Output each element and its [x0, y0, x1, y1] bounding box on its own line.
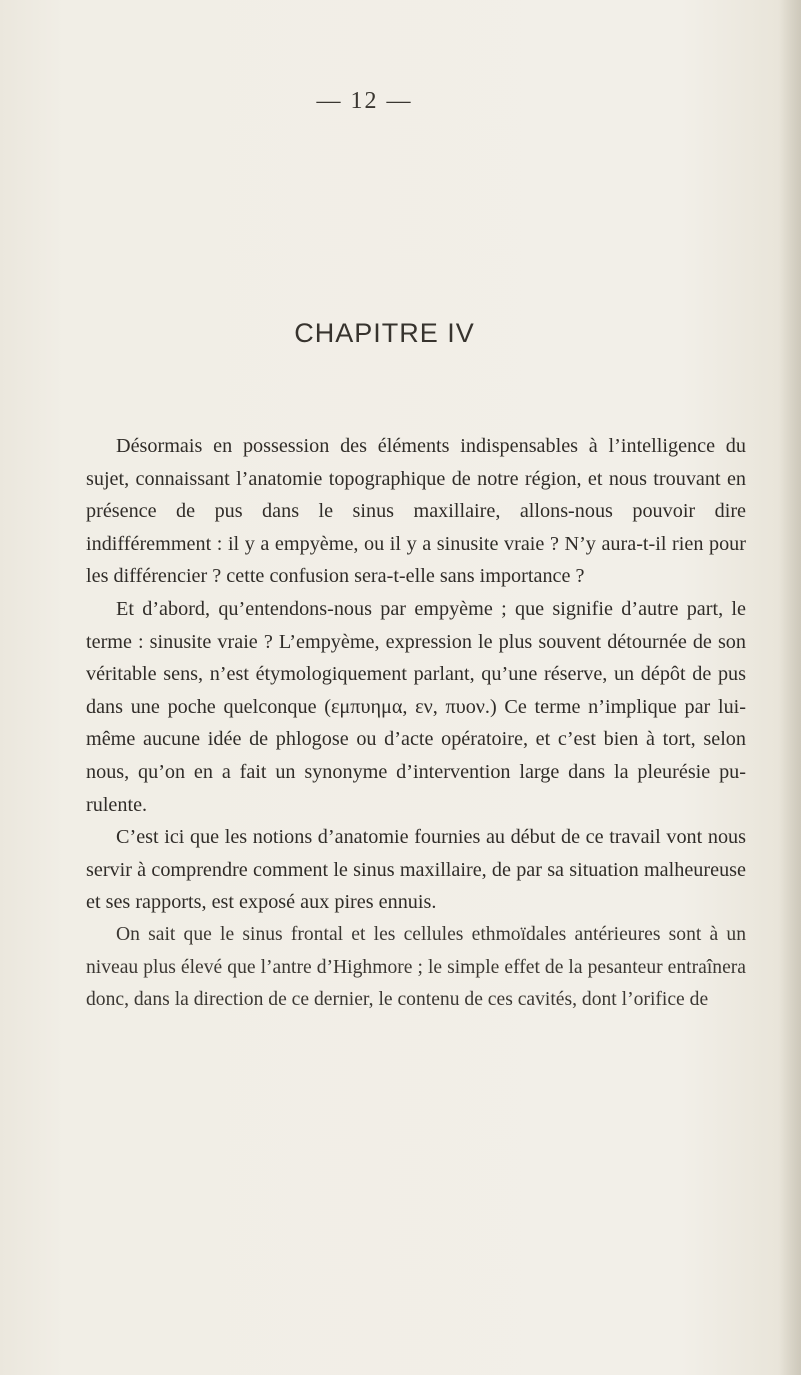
body-text	[86, 430, 746, 1017]
chapter-title: CHAPITRE IV	[294, 318, 475, 348]
paragraph-sinus-frontal: On sait que le sinus frontal et les cellules ethmoïdales antérieures sont à un niveau plus élevé que l’antre d’Highmore ; le simple effet de la pesanteur entraînera donc, dans la direction de ce dernier, le contenu de ces cavités, dont l’orifice de	[86, 923, 746, 1011]
paragraph-empyeme-definition: Et d’abord, qu’entendons-nous par empyème ; que signifie d’autre part, le terme : sinusite vraie ? L’empyème, expression le plus souvent détournée de son véritable sens, n’est étymologiquement parlant, qu’une réserve, un dépôt de pus dans une poche quelconque (εμπυημα, εν, πυον.) Ce terme n’implique par lui-même aucune idée de phlogose ou d’acte opératoire, et c’est bien à tort, selon nous, qu’on en a fait un synonyme d’intervention large dans la pleurésie purulente.	[86, 597, 746, 816]
page-edge-shadow	[779, 0, 801, 1375]
paragraph-intro: Désormais en possession des éléments indispensables à l’intelligence du sujet, connaissant l’anatomie topographique de notre région, et nous trouvant en présence de pus dans le sinus maxillaire, allons-nous pouvoir dire indifféremment : il y a empyème, ou il y a sinusite vraie ? N’y aura-t-il rien pour les différencier ? cette confusion sera-t-elle sans importance ?	[86, 435, 746, 588]
page-number: — 12 —	[316, 88, 413, 114]
paragraph-anatomy-notions: C’est ici que les notions d’anatomie fournies au début de ce travail vont nous servir à comprendre comment le sinus maxillaire, de par sa situation malheureuse et ses rapports, est exposé aux pires ennuis.	[86, 826, 746, 914]
